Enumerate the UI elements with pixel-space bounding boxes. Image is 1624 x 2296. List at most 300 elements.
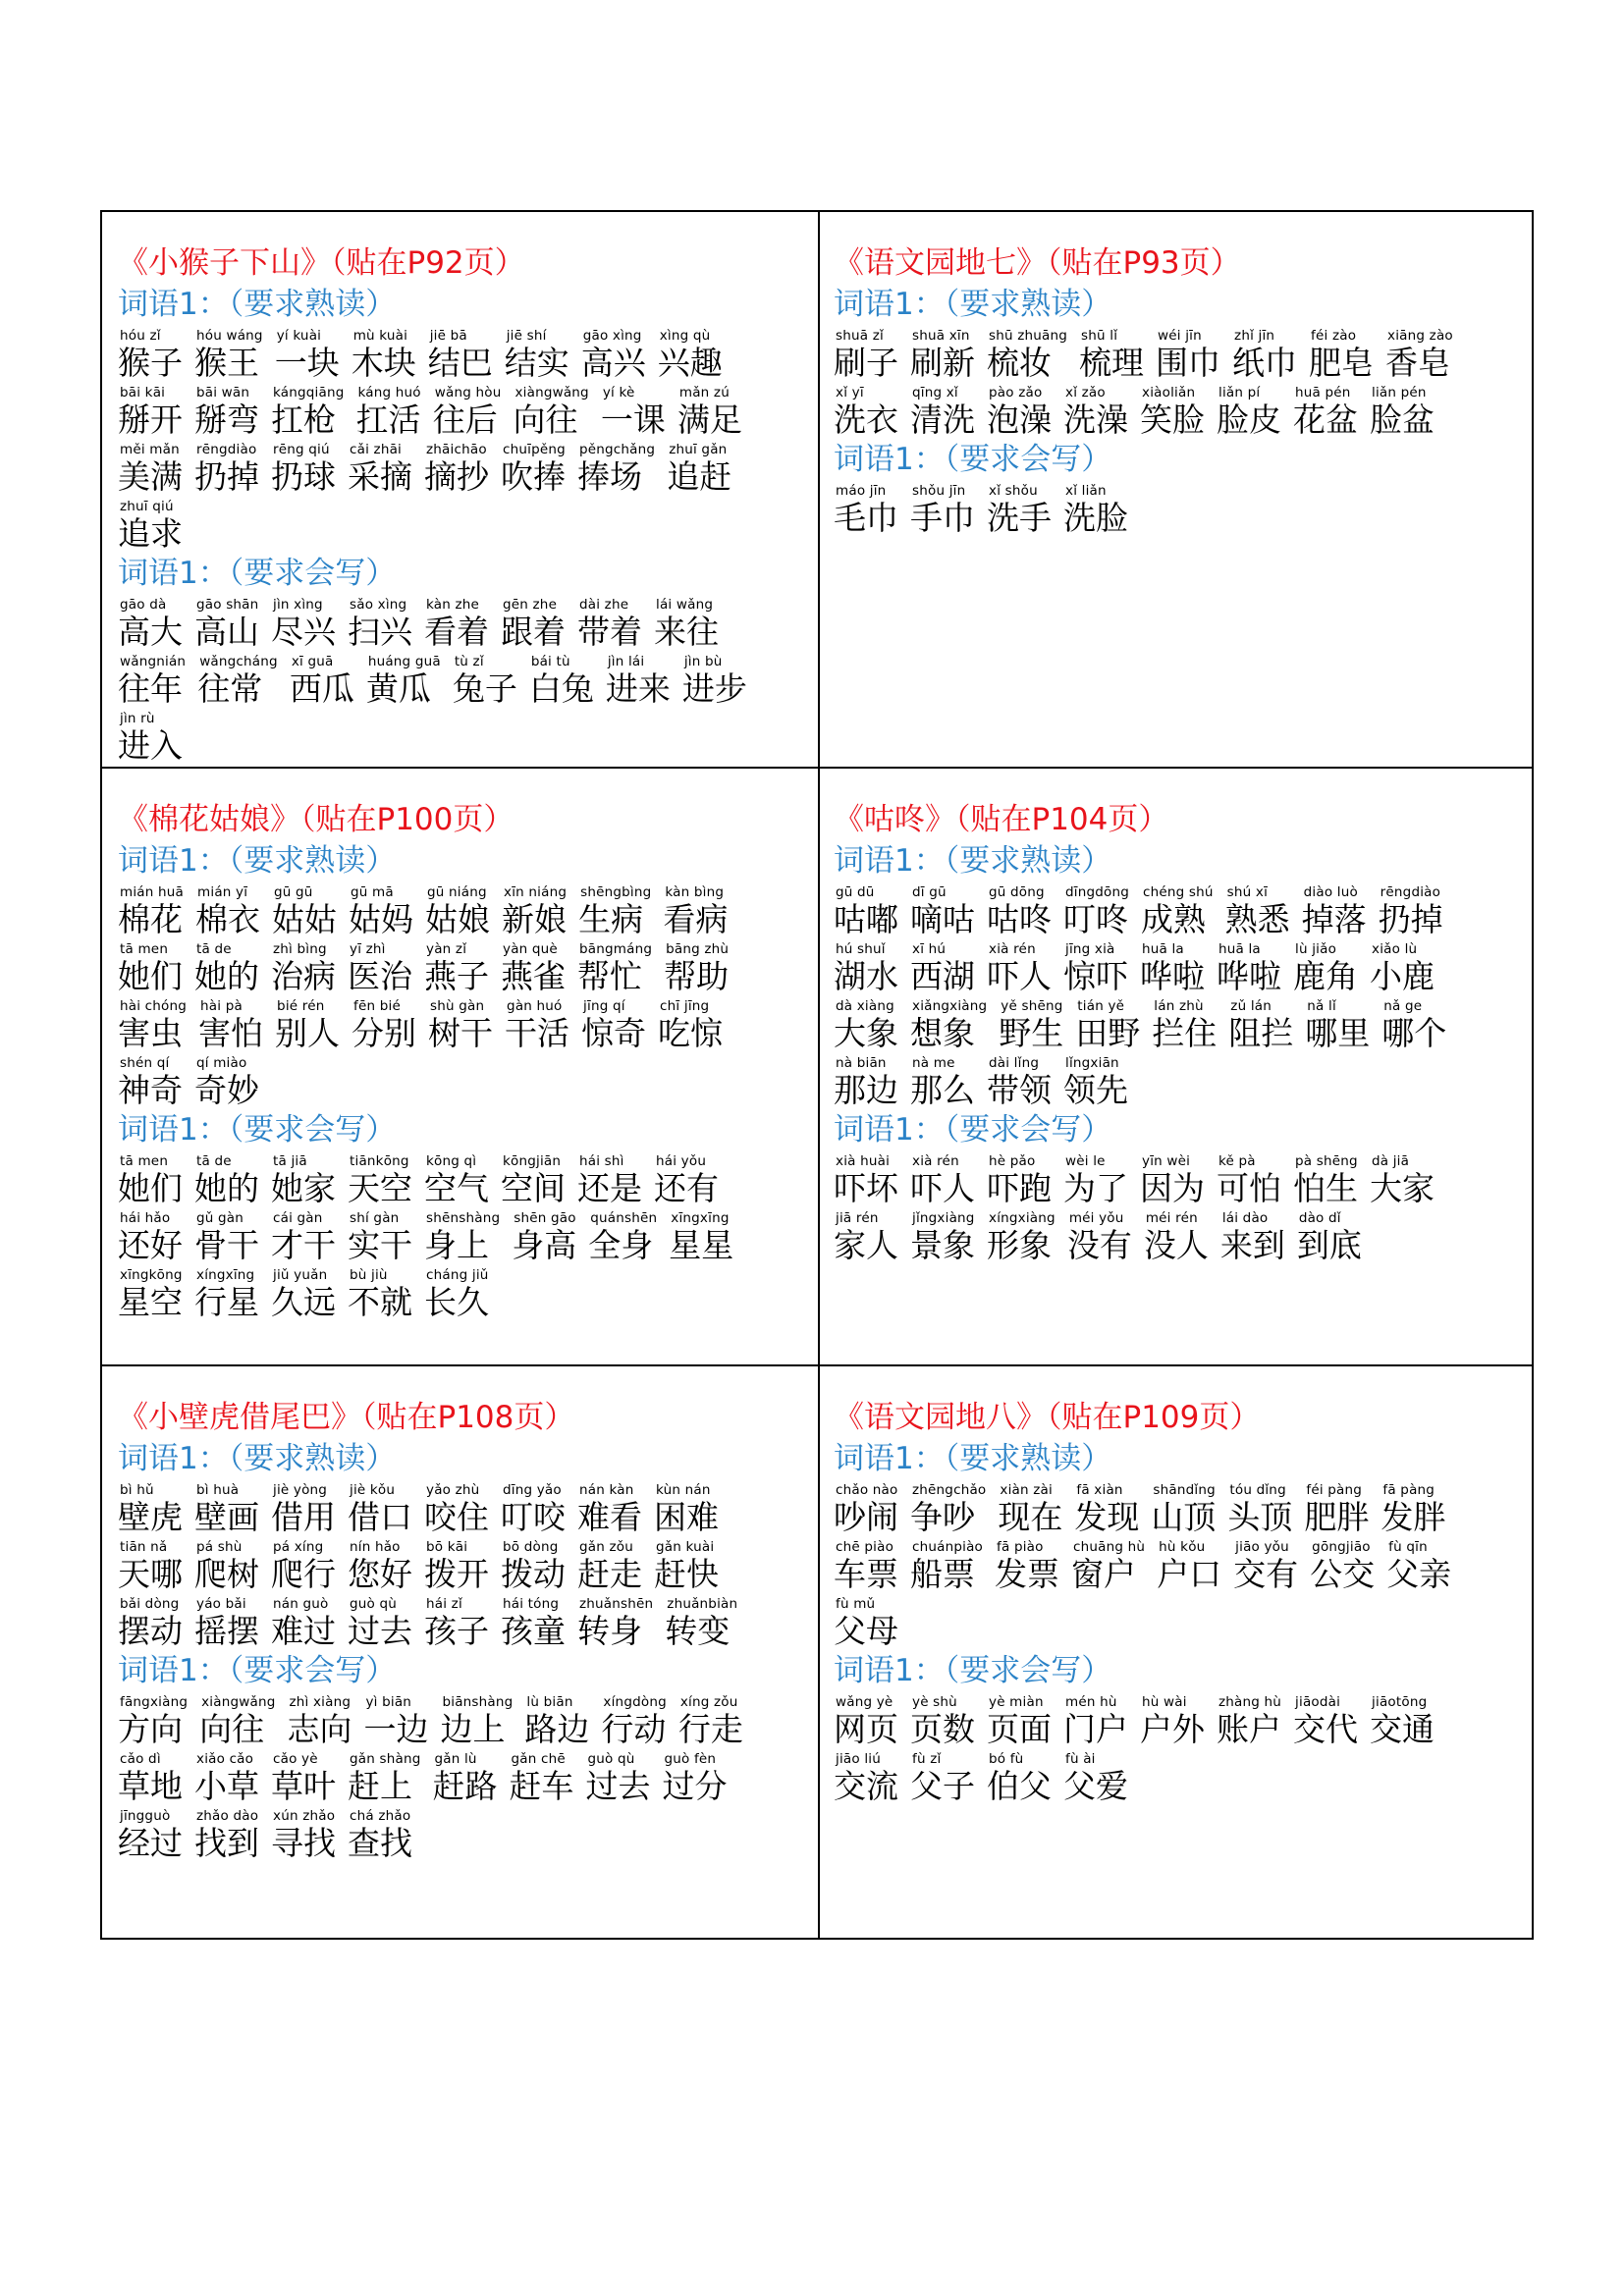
hanzi: 神奇 <box>118 1071 183 1109</box>
hanzi: 星空 <box>118 1283 183 1321</box>
hanzi: 惊吓 <box>1063 957 1128 995</box>
vocab-word <box>1379 882 1443 939</box>
hanzi: 满足 <box>677 400 742 439</box>
vocab-word <box>271 1480 336 1537</box>
vocab-word <box>501 1537 566 1594</box>
hanzi: 拦住 <box>1152 1014 1218 1052</box>
pinyin: shū zhuāng <box>989 328 1068 344</box>
vocab-word <box>834 882 898 939</box>
hanzi: 治病 <box>271 957 336 995</box>
hanzi: 船票 <box>910 1555 975 1593</box>
vocab-word <box>352 996 416 1053</box>
vocab-section-label: 词语1：（要求会写） <box>118 1112 397 1148</box>
vocab-word <box>1225 882 1290 939</box>
vocab-word <box>118 1265 183 1322</box>
pinyin: tián yě <box>1077 998 1125 1014</box>
pinyin: yīn wèi <box>1142 1153 1191 1169</box>
vocab-word <box>1297 1208 1362 1265</box>
vocab-word <box>118 709 183 766</box>
pinyin: jiǔ yuǎn <box>273 1267 328 1283</box>
hanzi: 公交 <box>1310 1555 1376 1593</box>
hanzi: 户口 <box>1157 1555 1222 1593</box>
vocab-word <box>1063 939 1128 996</box>
pinyin: hù kǒu <box>1159 1539 1206 1555</box>
vocab-word <box>424 1594 489 1651</box>
hanzi: 美满 <box>118 457 183 496</box>
hanzi: 还是 <box>577 1169 642 1207</box>
vocab-word <box>987 481 1052 538</box>
vocab-word <box>1370 1151 1435 1208</box>
hanzi: 她的 <box>194 957 259 995</box>
pinyin: nà me <box>912 1055 955 1071</box>
pinyin: xíng zǒu <box>679 1694 738 1710</box>
vocab-word <box>501 440 566 497</box>
pinyin: xíngdòng <box>603 1694 667 1710</box>
pinyin: dài lǐng <box>989 1055 1040 1071</box>
pinyin: gǎn shàng <box>350 1751 421 1767</box>
hanzi: 咕嘟 <box>834 900 898 938</box>
vocab-section-label: 词语1：（要求会写） <box>118 556 397 591</box>
grid-divider-row1 <box>102 767 1532 769</box>
vocab-section-label: 词语1：（要求熟读） <box>118 1441 397 1476</box>
pinyin: cháng jiǔ <box>426 1267 489 1283</box>
pinyin: gàn huó <box>507 998 563 1014</box>
vocab-word <box>987 326 1067 383</box>
hanzi: 账户 <box>1217 1710 1281 1748</box>
pinyin: bāi kāi <box>120 385 166 400</box>
pinyin: tiān nǎ <box>120 1539 168 1555</box>
pinyin: hái hǎo <box>120 1210 171 1226</box>
vocab-word <box>194 440 259 497</box>
vocab-word-list <box>834 326 1522 440</box>
hanzi: 掰弯 <box>194 400 259 439</box>
vocab-word <box>578 882 651 939</box>
pinyin: gǎn chē <box>511 1751 566 1767</box>
pinyin: rēngdiào <box>196 442 257 457</box>
pinyin: shù gàn <box>430 998 485 1014</box>
vocab-word <box>424 1151 489 1208</box>
pinyin: tiānkōng <box>350 1153 409 1169</box>
hanzi: 拨动 <box>501 1555 566 1593</box>
vocab-word <box>585 1749 650 1806</box>
pinyin: fāngxiàng <box>120 1694 189 1710</box>
vocab-word <box>348 1594 412 1651</box>
vocab-word <box>1310 1537 1375 1594</box>
vocab-word <box>910 326 975 383</box>
pinyin: hóu zǐ <box>120 328 161 344</box>
vocab-word <box>433 383 502 440</box>
hanzi: 姑娘 <box>425 900 491 938</box>
pinyin: jiè yòng <box>273 1482 328 1498</box>
pinyin: zhì bìng <box>273 941 327 957</box>
hanzi: 梳妆 <box>987 344 1052 382</box>
hanzi: 结巴 <box>427 344 493 382</box>
pinyin: xīn niáng <box>504 884 568 900</box>
vocab-word <box>834 481 898 538</box>
lesson-title: 《语文园地八》（贴在P109页） <box>834 1400 1261 1435</box>
hanzi: 看病 <box>663 900 729 938</box>
hanzi: 掉落 <box>1301 900 1367 938</box>
hanzi: 交代 <box>1293 1710 1359 1748</box>
vocab-word <box>1228 996 1293 1053</box>
vocab-word <box>118 440 183 497</box>
vocab-word <box>577 939 652 996</box>
hanzi: 那边 <box>834 1071 898 1109</box>
pinyin: měi mǎn <box>120 442 180 457</box>
hanzi: 没有 <box>1066 1226 1132 1264</box>
pinyin: shēn gāo <box>514 1210 576 1226</box>
vocab-word <box>118 383 183 440</box>
hanzi: 大象 <box>834 1014 898 1052</box>
hanzi: 脸皮 <box>1217 400 1281 439</box>
vocab-word <box>118 1749 183 1806</box>
vocab-word <box>118 939 183 996</box>
vocab-word <box>271 1151 336 1208</box>
vocab-word <box>834 326 898 383</box>
pinyin: tā de <box>196 941 232 957</box>
pinyin: cǎi zhāi <box>350 442 403 457</box>
vocab-word <box>834 1594 898 1651</box>
pinyin: fā piào <box>997 1539 1044 1555</box>
pinyin: zhuǎnshēn <box>579 1596 654 1612</box>
pinyin: fēn bié <box>353 998 401 1014</box>
hanzi: 叮咚 <box>1063 900 1128 938</box>
pinyin: guò qù <box>587 1751 635 1767</box>
vocab-word <box>1305 996 1370 1053</box>
vocab-word <box>348 1208 412 1265</box>
vocab-word <box>987 1151 1052 1208</box>
hanzi: 空气 <box>424 1169 489 1207</box>
vocab-word <box>682 652 747 709</box>
vocab-word <box>1217 939 1281 996</box>
pinyin: bō kāi <box>426 1539 468 1555</box>
vocab-word <box>910 383 975 440</box>
vocab-word <box>1151 1480 1216 1537</box>
hanzi: 洗脸 <box>1063 499 1128 537</box>
hanzi: 往常 <box>197 669 263 708</box>
vocab-word <box>194 1537 259 1594</box>
pinyin: zhuǎnbiàn <box>667 1596 738 1612</box>
pinyin: xià rén <box>912 1153 959 1169</box>
hanzi: 刷子 <box>834 344 898 382</box>
hanzi: 为了 <box>1063 1169 1128 1207</box>
pinyin: kángqiāng <box>273 385 345 400</box>
pinyin: jìn rù <box>120 711 155 726</box>
pinyin: gǔ gàn <box>196 1210 244 1226</box>
hanzi: 田野 <box>1075 1014 1141 1052</box>
vocab-section-label: 词语1：（要求会写） <box>834 1112 1112 1148</box>
pinyin: yī zhì <box>350 941 386 957</box>
hanzi: 父亲 <box>1386 1555 1452 1593</box>
vocab-word <box>428 326 493 383</box>
pinyin: hú shuǐ <box>836 941 886 957</box>
pinyin: gǎn kuài <box>656 1539 715 1555</box>
hanzi: 姑妈 <box>349 900 414 938</box>
hanzi: 找到 <box>194 1824 259 1862</box>
pinyin: lù biān <box>526 1694 573 1710</box>
hanzi: 往年 <box>118 669 183 708</box>
pinyin: xià huài <box>836 1153 891 1169</box>
pinyin: chuīpěng <box>503 442 566 457</box>
pinyin: yí kè <box>602 385 635 400</box>
pinyin: dīngdōng <box>1065 884 1129 900</box>
vocab-word <box>453 652 517 709</box>
pinyin: qīng xǐ <box>912 385 958 400</box>
pinyin: diào luò <box>1303 884 1358 900</box>
hanzi: 哗啦 <box>1140 957 1205 995</box>
hanzi: 领先 <box>1063 1071 1128 1109</box>
vocab-word <box>118 1692 188 1749</box>
vocab-word <box>664 939 729 996</box>
hanzi: 跟着 <box>501 613 566 651</box>
pinyin: jīng qí <box>583 998 625 1014</box>
hanzi: 咬住 <box>424 1498 489 1536</box>
hanzi: 孩子 <box>424 1612 489 1650</box>
vocab-word-list <box>118 1480 806 1651</box>
pinyin: chuánpiào <box>912 1539 984 1555</box>
vocab-section-label: 词语1：（要求熟读） <box>834 287 1112 322</box>
pinyin: dào dǐ <box>1298 1210 1341 1226</box>
pinyin: káng huó <box>357 385 421 400</box>
pinyin: jiāo liú <box>836 1751 881 1767</box>
vocab-word <box>577 1480 642 1537</box>
hanzi: 尽兴 <box>271 613 336 651</box>
pinyin: rēngdiào <box>1380 884 1441 900</box>
hanzi: 想象 <box>910 1014 975 1052</box>
pinyin: cái gàn <box>273 1210 323 1226</box>
vocab-section-label: 词语1：（要求会写） <box>834 442 1112 477</box>
vocab-word <box>424 595 489 652</box>
hanzi: 进步 <box>681 669 747 708</box>
pinyin: jiāotōng <box>1372 1694 1428 1710</box>
pinyin: xià rén <box>989 941 1036 957</box>
vocab-word <box>1074 1480 1139 1537</box>
hanzi: 形象 <box>987 1226 1052 1264</box>
vocab-word <box>658 996 723 1053</box>
hanzi: 赶上 <box>348 1767 412 1805</box>
lesson-title: 《小壁虎借尾巴》（贴在P108页） <box>118 1400 575 1435</box>
pinyin: bāngmáng <box>579 941 653 957</box>
hanzi: 父子 <box>910 1767 975 1805</box>
vocab-word <box>910 1537 983 1594</box>
pinyin: kōngjiān <box>503 1153 562 1169</box>
pinyin: chǎo nào <box>836 1482 898 1498</box>
hanzi: 边上 <box>440 1710 506 1748</box>
vocab-word <box>502 882 567 939</box>
pinyin: xíngxiàng <box>989 1210 1056 1226</box>
pinyin: gāo shān <box>196 597 259 613</box>
pinyin: kàn zhe <box>426 597 480 613</box>
hanzi: 高山 <box>194 613 259 651</box>
vocab-section-label: 词语1：（要求熟读） <box>118 843 397 879</box>
pinyin: yàn què <box>503 941 558 957</box>
vocab-section-label: 词语1：（要求熟读） <box>834 1441 1112 1476</box>
vocab-word <box>1217 383 1281 440</box>
pinyin: shāndǐng <box>1153 1482 1216 1498</box>
vocab-word <box>678 1692 743 1749</box>
pinyin: jiē shí <box>506 328 547 344</box>
vocab-word <box>440 1692 513 1749</box>
vocab-word <box>834 1692 898 1749</box>
vocab-word <box>987 1208 1056 1265</box>
pinyin: yě shēng <box>1001 998 1063 1014</box>
hanzi: 发票 <box>995 1555 1060 1593</box>
hanzi: 那么 <box>910 1071 975 1109</box>
pinyin: guò qù <box>350 1596 398 1612</box>
hanzi: 捧场 <box>577 457 642 496</box>
hanzi: 家人 <box>834 1226 898 1264</box>
vocab-word <box>987 882 1052 939</box>
vocab-word <box>529 652 594 709</box>
pinyin: lù jiǎo <box>1295 941 1337 957</box>
vocab-word <box>1302 882 1367 939</box>
pinyin: jiē bā <box>429 328 467 344</box>
pinyin: kùn nán <box>656 1482 711 1498</box>
vocab-word <box>654 1480 719 1537</box>
hanzi: 木块 <box>351 344 416 382</box>
pinyin: kōng qì <box>426 1153 477 1169</box>
hanzi: 帮忙 <box>577 957 642 995</box>
vocab-word <box>1063 1749 1128 1806</box>
lesson-card <box>102 798 816 1322</box>
pinyin: hái tóng <box>503 1596 560 1612</box>
pinyin: shēnshàng <box>426 1210 501 1226</box>
hanzi: 交通 <box>1370 1710 1435 1748</box>
hanzi: 香皂 <box>1385 344 1451 382</box>
pinyin: wǎng yè <box>836 1694 893 1710</box>
hanzi: 梳理 <box>1079 344 1145 382</box>
hanzi: 实干 <box>348 1226 412 1264</box>
hanzi: 哪个 <box>1381 1014 1447 1052</box>
hanzi: 干活 <box>505 1014 570 1052</box>
vocab-word <box>194 383 259 440</box>
pinyin: gǎn lù <box>434 1751 477 1767</box>
hanzi: 白兔 <box>528 669 594 708</box>
pinyin: jìn bù <box>683 654 723 669</box>
pinyin: zhēngchǎo <box>912 1482 987 1498</box>
vocab-word <box>577 595 642 652</box>
vocab-word <box>581 326 646 383</box>
vocab-word <box>577 1594 653 1651</box>
vocab-word-list <box>834 1480 1522 1651</box>
vocab-word <box>834 1053 898 1110</box>
vocab-word <box>987 939 1052 996</box>
hanzi: 脸盆 <box>1370 400 1435 439</box>
vocab-word <box>348 1749 420 1806</box>
hanzi: 扔掉 <box>194 457 259 496</box>
pinyin: jīng xià <box>1065 941 1115 957</box>
pinyin: dài zhe <box>579 597 629 613</box>
hanzi: 现在 <box>998 1498 1063 1536</box>
vocab-word <box>999 996 1063 1053</box>
pinyin: gōngjiāo <box>1312 1539 1371 1555</box>
hanzi: 姑姑 <box>272 900 338 938</box>
hanzi: 转身 <box>577 1612 642 1650</box>
pinyin: nín hǎo <box>350 1539 401 1555</box>
hanzi: 山顶 <box>1151 1498 1217 1536</box>
vocab-word <box>432 1749 497 1806</box>
pinyin: féi zào <box>1311 328 1357 344</box>
vocab-word <box>910 882 975 939</box>
pinyin: rēng qiú <box>273 442 330 457</box>
vocab-word <box>290 652 354 709</box>
hanzi: 吓跑 <box>987 1169 1052 1207</box>
hanzi: 咕咚 <box>987 900 1052 938</box>
pinyin: wéi jīn <box>1158 328 1202 344</box>
pinyin: zhuī qiú <box>120 499 174 514</box>
hanzi: 门户 <box>1063 1710 1128 1748</box>
hanzi: 嘀咕 <box>910 900 975 938</box>
hanzi: 围巾 <box>1156 344 1221 382</box>
vocab-word <box>1063 1151 1128 1208</box>
hanzi: 爬树 <box>194 1555 259 1593</box>
hanzi: 户外 <box>1140 1710 1205 1748</box>
pinyin: xiàoliǎn <box>1142 385 1196 400</box>
hanzi: 追赶 <box>667 457 732 496</box>
vocab-section-label: 词语1：（要求会写） <box>118 1653 397 1688</box>
pinyin: bó fù <box>989 1751 1024 1767</box>
vocab-word <box>348 939 412 996</box>
vocab-word <box>287 1692 352 1749</box>
vocab-word <box>118 1806 183 1863</box>
vocab-word <box>194 326 263 383</box>
lesson-card <box>102 241 816 766</box>
hanzi: 一块 <box>274 344 340 382</box>
pinyin: pá shù <box>196 1539 243 1555</box>
vocab-word <box>118 1480 183 1537</box>
lesson-card <box>818 241 1532 538</box>
pinyin: zhǎo dào <box>196 1808 259 1824</box>
vocab-word <box>194 1594 259 1651</box>
hanzi: 追求 <box>118 514 183 553</box>
hanzi: 星星 <box>669 1226 734 1264</box>
pinyin: dà jiā <box>1372 1153 1410 1169</box>
pinyin: dà xiàng <box>836 998 894 1014</box>
vocab-word <box>1233 1537 1298 1594</box>
pinyin: kàn bìng <box>665 884 725 900</box>
pinyin: pěngchǎng <box>579 442 656 457</box>
pinyin: fā xiàn <box>1076 1482 1123 1498</box>
hanzi: 西湖 <box>910 957 975 995</box>
vocab-word <box>1140 383 1205 440</box>
vocab-word <box>1293 1692 1358 1749</box>
pinyin: shuā xīn <box>912 328 970 344</box>
vocab-word <box>501 1151 566 1208</box>
hanzi: 她的 <box>194 1169 259 1207</box>
vocab-word <box>348 1537 412 1594</box>
pinyin: cǎo dì <box>120 1751 161 1767</box>
vocab-word <box>501 1480 566 1537</box>
hanzi: 交有 <box>1233 1555 1299 1593</box>
pinyin: zhàng hù <box>1218 1694 1282 1710</box>
vocab-section-label: 词语1：（要求熟读） <box>118 287 397 322</box>
vocab-word <box>501 595 566 652</box>
hanzi: 来到 <box>1219 1226 1285 1264</box>
pinyin: dīng yǎo <box>503 1482 562 1498</box>
hanzi: 向往 <box>513 400 578 439</box>
vocab-word <box>118 652 186 709</box>
pinyin: gāo xìng <box>582 328 642 344</box>
vocab-word <box>998 1480 1062 1537</box>
hanzi: 头顶 <box>1227 1498 1293 1536</box>
vocab-word <box>834 1537 898 1594</box>
hanzi: 因为 <box>1140 1169 1205 1207</box>
pinyin: xíngxīng <box>196 1267 255 1283</box>
vocab-word <box>118 1537 183 1594</box>
pinyin: xǐ liǎn <box>1065 483 1107 499</box>
hanzi: 手巾 <box>910 499 975 537</box>
hanzi: 没人 <box>1143 1226 1209 1264</box>
